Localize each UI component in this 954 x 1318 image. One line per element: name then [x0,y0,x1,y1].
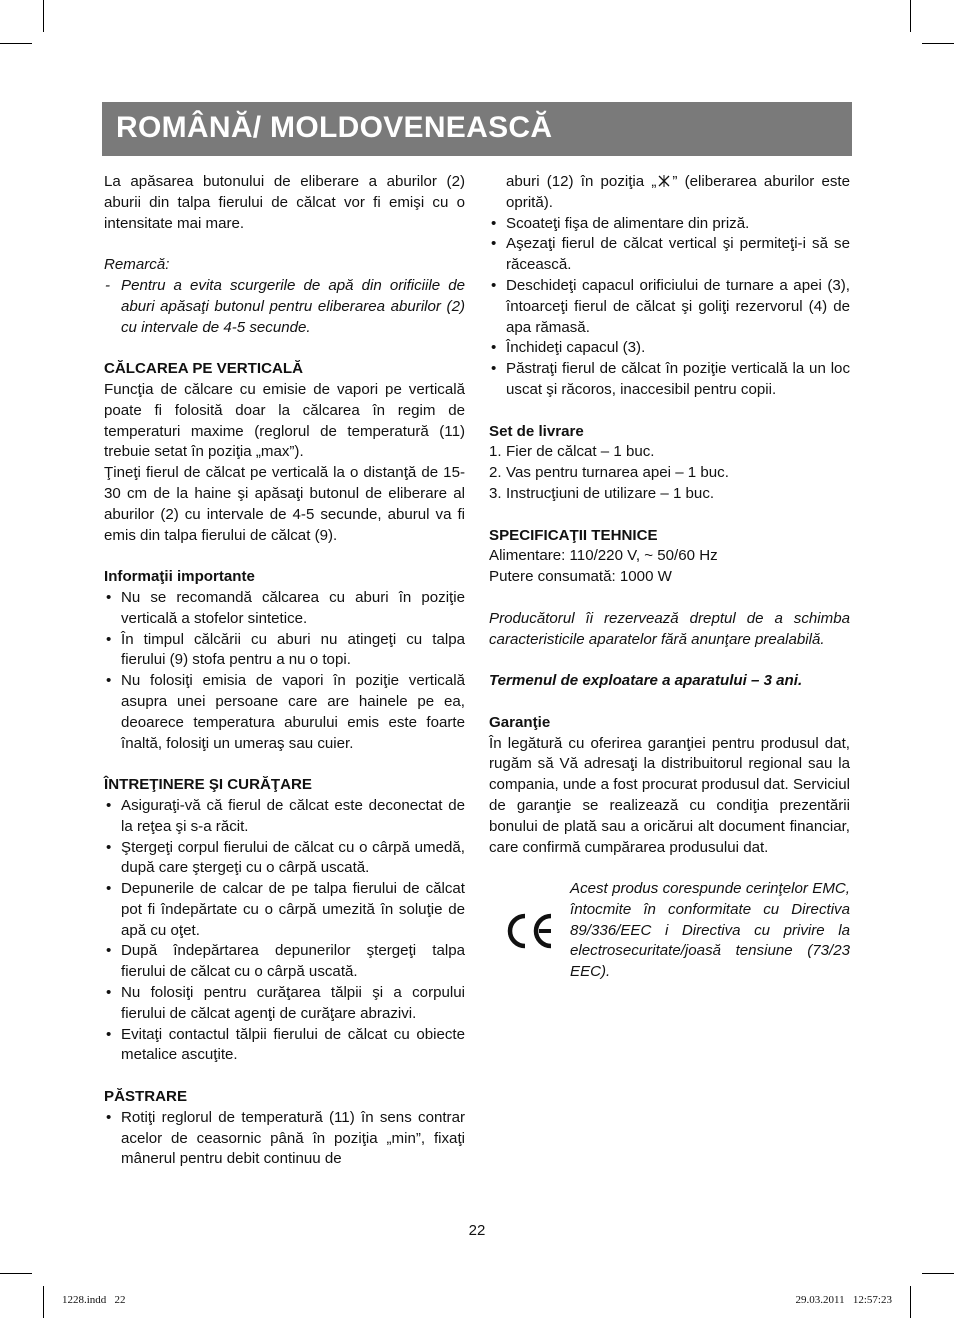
list-item: • În timpul călcării cu aburi nu atingeţi cu talpa fierului (9) stofa pentru a nu o topi. [104,630,465,672]
item-number: 2. [489,464,502,482]
list-item [489,463,850,484]
list-item: • Deschideţi capacul orificiului de turnare a apei (3), întoarceţi fierul de călcat şi goliţi rezervorul (4) de apa rămasă. [489,276,850,338]
crop-mark [922,43,954,44]
list-item: • După îndepărtarea depunerilor ştergeţi talpa fierului de călcat cu o cârpă uscată. [104,941,465,983]
storage-continuation [489,172,850,214]
storage-list-continued [489,214,850,401]
maintenance-list [104,796,465,1066]
section-title-storage: PĂSTRARE [104,1088,188,1106]
item-text: Instrucţiuni de utilizare – 1 buc. [506,484,715,502]
list-item [489,484,850,505]
page-title: ROMÂNĂ/ MOLDOVENEASCĂ [116,111,553,144]
item-number: 3. [489,484,502,502]
crop-mark [43,1286,44,1318]
warranty-paragraph: În legătură cu oferirea garanţiei pentru produsul dat, rugăm să Vă adresaţi la distribuitorul regional sau la compania, unde a fost procurat produsul dat. Serviciul de garanţie se realizează cu condiţia prezentării bonului de plată sau a oricărui alt document financiar, care confirmă cumpărarea produsului dat. [489,734,850,856]
footer-timestamp: 29.03.2011 12:57:23 [795,1294,892,1306]
manufacturer-note: Producătorul îi rezervează dreptul de a schimba caracteristicile aparatelor fără anunţare prealabilă. [489,609,850,648]
list-item: • Nu folosiţi pentru curăţarea tălpii şi a corpului fierului de călcat agenţi de curăţare abrazivi. [104,983,465,1025]
section-title-maintenance: ÎNTREŢINERE ŞI CURĂŢARE [104,776,312,794]
lifetime-note: Termenul de exploatare a aparatului – 3 ani. [489,672,803,690]
list-item: • Păstraţi fierul de călcat în poziţie verticală la un loc uscat şi răcoros, inaccesibil pentru copii. [489,359,850,401]
list-item: • Nu folosiţi emisia de vapori în poziţie verticală asupra unei persoane care are hainele pe ea, deoarece temperatura aburului emis este foarte înaltă, folosiţi un umeraş sau cuier. [104,671,465,754]
header-bar [102,102,852,156]
list-item: • Închideţi capacul (3). [489,338,850,359]
crop-mark [922,1273,954,1274]
list-item: • Nu se recomandă călcarea cu aburi în poziţie verticală a stofelor sintetice. [104,588,465,630]
ce-block [489,879,850,983]
page-number: 22 [468,1222,486,1239]
list-item: • Asiguraţi-vă că fierul de călcat este deconectat de la reţea şi s-a răcit. [104,796,465,838]
section-title-vertical: CĂLCAREA PE VERTICALĂ [104,360,304,378]
list-item: • Aşezaţi fierul de călcat vertical şi permiteţi-i să se răcească. [489,234,850,276]
left-column [104,172,465,1170]
item-text: Vas pentru turnarea apei – 1 buc. [506,464,729,482]
list-item: • Rotiţi reglorul de temperatură (11) în sens contrar acelor de ceasornic până în poziţia „min”, fixaţi mânerul pentru debit continuu de [104,1108,465,1170]
intro-paragraph: La apăsarea butonului de eliberare a aburilor (2) aburii din talpa fierului de călcat vor fi emişi cu o intensitate mai mare. [104,173,465,232]
steam-off-icon [656,174,672,188]
section-title-specs: SPECIFICAŢII TEHNICE [489,526,658,544]
crop-mark [910,1286,911,1318]
right-column [489,172,850,983]
ce-compliance-text: Acest produs corespunde cerinţelor EMC, întocmite în conformitate cu Directiva 89/336/EEC i Directiva cu privire la electrosecuritate/joasă tensiune (73/23 EEC). [570,880,850,981]
section-title-warranty: Garanţie [489,713,551,731]
list-item: • Ştergeţi corpul fierului de călcat cu o cârpă umedă, după care ştergeţi cu o cârpă uscată. [104,838,465,880]
important-list [104,588,465,754]
storage-continuation-text: ” (eliberarea aburilor este oprită). [506,173,850,211]
list-item [489,442,850,463]
remark-label: Remarcă: [104,256,170,274]
vertical-paragraph: Ţineţi fierul de călcat pe verticală la o distanţă de 15-30 cm de la haine şi apăsaţi butonul de eliberare al aburilor (2) cu intervale de 4-5 secunde, aburul va fi emis din talpa fierului de călcat (9). [104,464,465,544]
crop-mark [910,0,911,32]
spec-consumption: Putere consumată: 1000 W [489,568,672,586]
crop-mark [43,0,44,32]
footer-file-info: 1228.indd 22 [62,1294,126,1306]
storage-list [104,1108,465,1170]
crop-mark [0,1273,32,1274]
delivery-list [489,442,850,504]
item-number: 1. [489,443,502,461]
item-text: Fier de călcat – 1 buc. [506,443,655,461]
crop-mark [0,43,32,44]
vertical-paragraph: Funcţia de călcare cu emisie de vapori pe verticală poate fi folosită doar la călcarea în regim de temperaturi maxime (reglorul de temperatură (11) trebuie setat în poziţia „max”). [104,380,465,461]
storage-continuation-text: aburi (12) în poziţia „ [506,173,657,190]
spec-power-supply: Alimentare: 110/220 V, ~ 50/60 Hz [489,547,718,565]
list-item: • Scoateţi fişa de alimentare din priză. [489,214,850,235]
section-title-important: Informaţii importante [104,568,255,586]
ce-mark-icon [505,911,555,951]
list-item: • Depunerile de calcar de pe talpa fierului de călcat pot fi îndepărtate cu o cârpă umezită în soluţie de apă cu oţet. [104,879,465,941]
list-item: • Evitaţi contactul tălpii fierului de călcat cu obiecte metalice ascuţite. [104,1025,465,1067]
list-item: - Pentru a evita scurgerile de apă din orificiile de aburi apăsaţi butonul pentru eliberarea aburilor (2) cu intervale de 4-5 secunde. [104,276,465,338]
section-title-delivery: Set de livrare [489,422,584,440]
remark-list [104,276,465,338]
